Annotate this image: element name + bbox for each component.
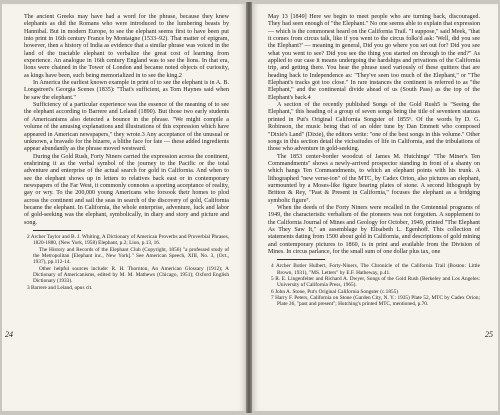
body-paragraph: In America the earliest known example in print of to see the elephant is in A. B. Longstreet's Georgia Scenes (1835): "That's sufficient, as Tom Haynes said when he saw the elephant." [24,80,229,101]
body-paragraph: During the Gold Rush, Forty Niners carried the expression across the continent, enshrining it as the verbal symbol of the journey to the Pacific or the total adventure and enterprise of the actual search for gold in California. And when to see the elephant shows up in letters to relatives back east or in contemporary newspapers of the Far West, it commonly connotes a sporting acceptance of reality, gay or wry. To the 200,000 young Americans who forsook their homes to plod across the continent and sail the seas in search of the discovery of gold, California became the elephant. In California, the whole enterprise, adventure, luck and labor of gold-seeking was the elephant, symbolically, in diary and story and picture and song. [24,153,229,226]
footnote: 7 Harry F. Peters, California on Stone (Garden City, N. Y.: 1935) Plate 52, MTC by Cadex Orion; Plate 36, "past and present"; Hutching's printed MTC, mentioned, p.70. [271,295,480,308]
footnote: 3 Barrere and Leland, opus cit. [27,284,93,291]
body-paragraph: A section of the recently published Songs of the Gold Rush5 is "Seeing the Elephant," this heading of a group of seven songs being the title of seventeen stanzas printed in Put's Original California Songster of 1855⁶. Of the words by D. G. Robinson, the music being that of an older tune by Dan Emmett who composed "Dixie's Land" (Dixie), the editors write: "one of the best songs in this volume." Other songs in this section detail the vicissitudes of life in California, and the tribulations of those who adventure in gold-seeking. [268,102,480,153]
footnote: 5 R. E. Lingenfelter and Richard A. Dwyer, Songs of the Gold Rush (Berkeley and Los Angeles: University of California Press, 1965). [271,276,480,289]
right-page [252,4,498,411]
footnote-rule [277,259,325,260]
left-page [2,4,246,411]
page-number: 24 [5,330,13,339]
body-paragraph: The ancient Greeks may have had a word for the phrase, because they knew elephants as did the Romans who were introduced to the lumbering beasts by Hannibal. But in modern Europe, to see the elephant seems first to have been put into print in 16th century France by Montaigne (1533–92). That matter of epigram, however, then a history of India as evidence that a similar phrase was voiced in the land of the tractable elephant to verbalize the great cost of learning from experience. An analogue in 16th century England was to see the lions. In that era, lions were chained in the Tower of London and became noted objects of curiosity, as kings have been, such being memorialized in to see the king.2 [24,14,229,79]
footnote: 2 Archer Taylor and B. J. Whiting, A Dictionary of American Proverbs and Proverbial Phrases, 1820-1880, (New York, 1958) Elephant, p.2; Lion, p.13, 16. [27,233,229,247]
footnote: Other helpful sources include: R. H. Thornton, An American Glossary (1912); A Dictionary of Americanisms, edited by M. M. Mathews (Chicago, 1951); Oxford English Dictionary (1933). [33,265,229,285]
footnote-rule [33,230,81,231]
page-number: 25 [485,330,493,339]
footnote: 4 Archer Butler Hulbert, Forty-Niners, The Chronicle of the California Trail (Boston: Little Brown, 1931), "MS. Letters" by E.F. Hatheway, p.41. [271,263,480,276]
footnote: 6 John A. Stone, Put's Original California Songster (c.1855) [271,288,399,295]
body-paragraph: When the deeds of the Forty Niners were recalled in the Centennial programs of 1949, the characteristic verbalism of the pioneers was not forgotten. A supplement to the California Journal of Mines and Geology for October, 1949, printed "The Elephant As They Saw It," an assemblage by Elisabeth L. Egenhoff. This collection of statements dating from 1500 about gold in California, and descriptions of gold mining and contemporary pictures to 1860, is in print and available from the Division of Mines. In circus parlance, for the small sum of one dollar plus tax, one [268,204,480,255]
body-paragraph: May 13 [1849] Here we begin to meet people who are turning back, discouraged. They had seen enough of "the Elephant." No one seems able to explain that expression — which is the commonest heard on the California Trail. "I suppose," said Meek, "that it comes from circus talk, like if you went to the circus folks'd ask: 'Well, did you see the Elephant?' — meaning in general, Did you go where you set out for? Did you see what you went to see? Did you see the thing you started on through to the end?" As applied to our case it means undergoing the hardships and privations of the California trip, and getting there. You hear the phrase used variously of these quitters that are heading back to Independence as: "They've seen too much of the Elephant," or "The Elephant's tracks got too close." In rare instances the continent is referred to as "the Elephant," and the continental divide ahead of us (South Pass) as the top of the Elephant's back.4 [268,14,480,101]
right-page-text [268,14,480,308]
footnotes [268,263,480,307]
left-page-text [24,14,229,291]
body-paragraph: The 1853 center-border woodcut of James M. Hutchings' "The Miner's Ten Commandments" shows a newly-arrived prospector standing in front of a shanty on which hangs Ten Commandments, to which an elephant points with his trunk. A lithographed "new verse-ion" of the MTC, by Cadex Orion, also pictures an elephant, surmounted by a Moses-like figure bearing plates of stone. A second lithograph by Britton & Rey, "Past & Present in California," focuses the elephant as a bridging symbolic figure⁷. [268,153,480,204]
footnote: The History and Records of the Elephant Club (Copyright, 1856) "a professed study of the Metropolitan [Elephant inc., New York]." See American Speech, XIII, No. 3, (Oct., 1937), pp.112-14. [33,246,229,266]
footnotes [24,234,229,291]
body-paragraph: Sufficiency of a particular experience was the essence of the meaning of to see the elephant according to Barrere and Leland (1890). But those two early students of Americanisms also detected a bounce in the phrase. "We might compile a volume of the amusing explanations and illustrations of this expression which have appeared in American newspapers," they wrote.3 Any acceptance of the unusual or unknown, a bravado for the bizarre, a blithe face for fate — these added ingredients appear abundantly as the phrase moved westward. [24,102,229,153]
